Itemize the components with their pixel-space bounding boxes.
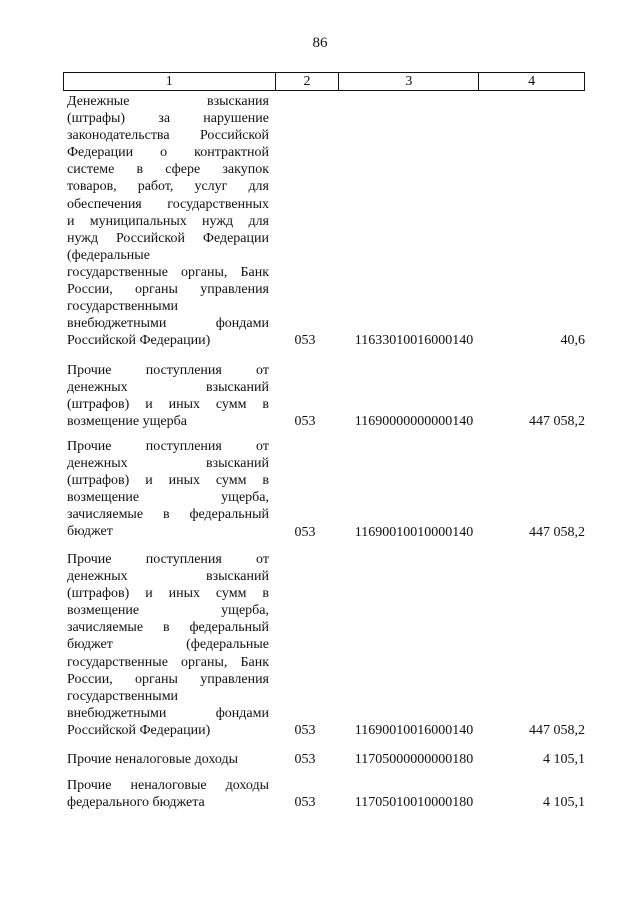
amount: 40,6 xyxy=(560,333,585,349)
description-line: обеспечения государственных xyxy=(67,196,269,212)
description-line: денежных взысканий xyxy=(67,456,269,472)
table-header xyxy=(63,72,585,91)
description-line: возмещение ущерба xyxy=(67,414,187,430)
amount: 447 058,2 xyxy=(529,414,585,430)
table-row xyxy=(63,551,585,739)
row-description xyxy=(67,438,269,541)
description-line: (штрафы) за нарушение xyxy=(67,111,269,127)
description-line: Российской Федерации) xyxy=(67,333,211,349)
description-line: денежных взысканий xyxy=(67,380,269,396)
header-col-3: 3 xyxy=(339,73,479,91)
table-row xyxy=(63,93,585,350)
header-col-4: 4 xyxy=(479,73,585,91)
budget-classification-code: 11690010016000140 xyxy=(354,723,474,738)
description-line: законодательства Российской xyxy=(67,128,269,144)
description-line: Денежные взыскания xyxy=(67,94,269,109)
table-row xyxy=(63,438,585,541)
description-line: государственные органы, Банк xyxy=(67,654,269,670)
table-row xyxy=(63,751,585,768)
description-line: Прочие неналоговые доходы xyxy=(67,778,269,793)
budget-classification-code: 11705010010000180 xyxy=(354,795,474,811)
description-line: (федеральные xyxy=(67,247,150,263)
description-line: (штрафов) и иных сумм в xyxy=(67,586,269,602)
table-row xyxy=(63,362,585,430)
description-line: внебюджетными фондами xyxy=(67,705,269,721)
description-line: государственными xyxy=(67,688,179,704)
description-line: денежных взысканий xyxy=(67,569,269,585)
description-line: товаров, работ, услуг для xyxy=(67,179,269,195)
budget-classification-code: 11690010010000140 xyxy=(354,524,474,540)
admin-code: 053 xyxy=(294,524,316,540)
table-row xyxy=(63,777,585,811)
description-line: Прочие поступления от xyxy=(67,363,269,378)
description-line: зачисляемые в федеральный xyxy=(67,507,269,523)
description-line: и муниципальных нужд для xyxy=(67,213,269,229)
description-line: Федерации о контрактной xyxy=(67,145,269,161)
description-line: федерального бюджета xyxy=(67,795,205,811)
description-line: нужд Российской Федерации xyxy=(67,230,269,246)
description-line: России, органы управления xyxy=(67,671,269,687)
budget-classification-code: 11633010016000140 xyxy=(354,333,474,349)
description-line: (штрафов) и иных сумм в xyxy=(67,397,269,413)
description-line: внебюджетными фондами xyxy=(67,316,269,332)
description-line: Прочие неналоговые доходы xyxy=(67,752,239,767)
row-description xyxy=(67,362,269,430)
amount: 447 058,2 xyxy=(529,524,585,540)
description-line: зачисляемые в федеральный xyxy=(67,620,269,636)
row-description xyxy=(67,777,269,811)
description-line: бюджет (федеральные xyxy=(67,637,269,653)
admin-code: 053 xyxy=(294,795,316,811)
header-col-2: 2 xyxy=(275,73,339,91)
header-col-1: 1 xyxy=(64,73,276,91)
amount: 4 105,1 xyxy=(543,795,585,811)
admin-code: 053 xyxy=(294,752,316,767)
admin-code: 053 xyxy=(294,723,316,738)
page-number: 86 xyxy=(312,35,328,51)
row-description xyxy=(67,93,269,349)
description-line: государственные органы, Банк xyxy=(67,264,269,280)
description-line: Российской Федерации) xyxy=(67,722,211,738)
description-line: государственными xyxy=(67,299,179,315)
amount: 447 058,2 xyxy=(529,723,585,738)
amount: 4 105,1 xyxy=(543,752,585,767)
description-line: системе в сфере закупок xyxy=(67,162,269,178)
budget-classification-code: 11705000000000180 xyxy=(354,752,474,767)
row-description xyxy=(67,551,269,739)
description-line: России, органы управления xyxy=(67,282,269,298)
description-line: Прочие поступления от xyxy=(67,552,269,567)
description-line: Прочие поступления от xyxy=(67,439,269,454)
admin-code: 053 xyxy=(294,414,316,430)
budget-classification-code: 11690000000000140 xyxy=(354,414,474,430)
description-line: возмещение ущерба, xyxy=(67,603,269,619)
row-description xyxy=(67,751,269,768)
description-line: бюджет xyxy=(67,524,113,540)
description-line: (штрафов) и иных сумм в xyxy=(67,473,269,489)
description-line: возмещение ущерба, xyxy=(67,490,269,506)
admin-code: 053 xyxy=(294,333,316,349)
